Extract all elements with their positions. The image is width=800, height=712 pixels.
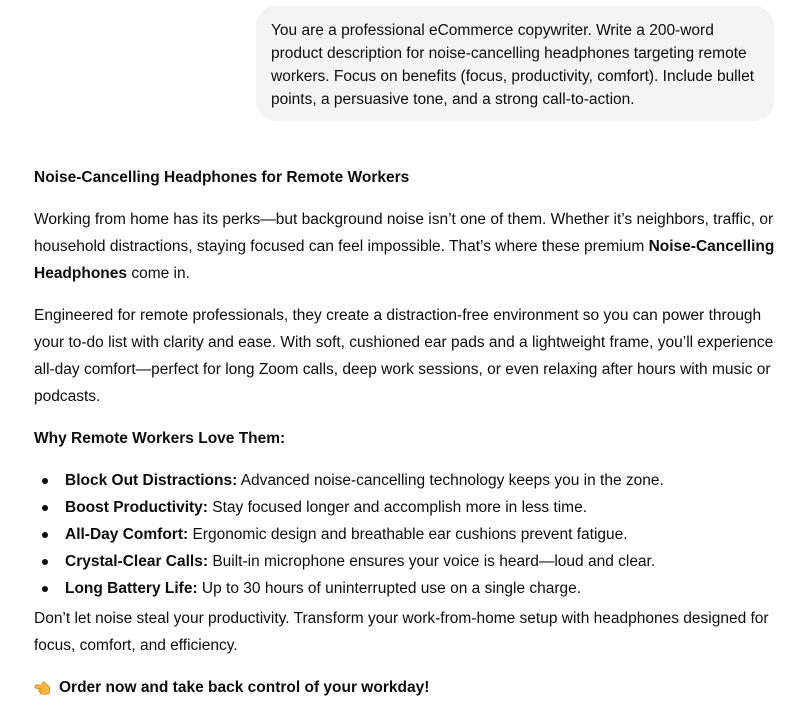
benefit-text: Ergonomic design and breathable ear cushions prevent fatigue. (188, 526, 628, 543)
user-message-bubble (256, 6, 774, 121)
list-item (34, 494, 782, 521)
benefits-list (34, 467, 782, 602)
para1-text: Working from home has its perks—but background noise isn’t one of them. Whether it’s neighbors, traffic, or household distractions, staying focused can feel impossible. That’s where these premium (34, 211, 774, 255)
pointing-hand-icon (34, 679, 52, 697)
list-item (34, 548, 782, 575)
benefit-label: Block Out Distractions: (65, 472, 238, 489)
benefit-text: Stay focused longer and accomplish more in less time. (207, 499, 588, 516)
benefit-label: Crystal-Clear Calls: (65, 553, 209, 570)
benefit-label: Boost Productivity: (65, 499, 208, 516)
response-paragraph-2: Engineered for remote professionals, they create a distraction-free environment so you can power through your to-do list with clarity and ease. With soft, cushioned ear pads and a lightweight frame, you’ll experience all-day comfort—perfect for long Zoom calls, deep work sessions, or even relaxing after hours with music or podcasts. (34, 307, 774, 405)
benefit-label: Long Battery Life: (65, 580, 198, 597)
user-message-text: You are a professional eCommerce copywriter. Write a 200-word product description for noise-cancelling headphones targeting remote workers. Focus on benefits (focus, productivity, comfort). Include bullet points, a persuasive tone, and a strong call-to-action. (271, 22, 754, 108)
closing-paragraph: Don’t let noise steal your productivity. Transform your work-from-home setup with headphones designed for focus, comfort, and efficiency. (34, 610, 769, 654)
why-heading: Why Remote Workers Love Them: (34, 430, 286, 447)
bullet-icon (42, 532, 48, 538)
benefit-text: Advanced noise-cancelling technology keeps you in the zone. (237, 472, 664, 489)
bullet-icon (42, 478, 48, 484)
list-item (34, 521, 782, 548)
bullet-icon (42, 559, 48, 565)
para1-bold: Noise-Cancelling Headphones (34, 238, 775, 282)
benefit-text: Up to 30 hours of uninterrupted use on a single charge. (197, 580, 582, 597)
bullet-icon (42, 505, 48, 511)
benefit-label: All-Day Comfort: (65, 526, 189, 543)
response-paragraph-1 (34, 206, 782, 287)
list-item (34, 575, 782, 602)
benefit-text: Built-in microphone ensures your voice is heard—loud and clear. (208, 553, 656, 570)
para1-end: come in. (127, 265, 190, 282)
cta-text: Order now and take back control of your workday! (59, 679, 430, 696)
assistant-response (34, 164, 782, 701)
response-title: Noise-Cancelling Headphones for Remote Workers (34, 169, 410, 186)
call-to-action (34, 674, 782, 701)
list-item (34, 467, 782, 494)
bullet-icon (42, 586, 48, 592)
